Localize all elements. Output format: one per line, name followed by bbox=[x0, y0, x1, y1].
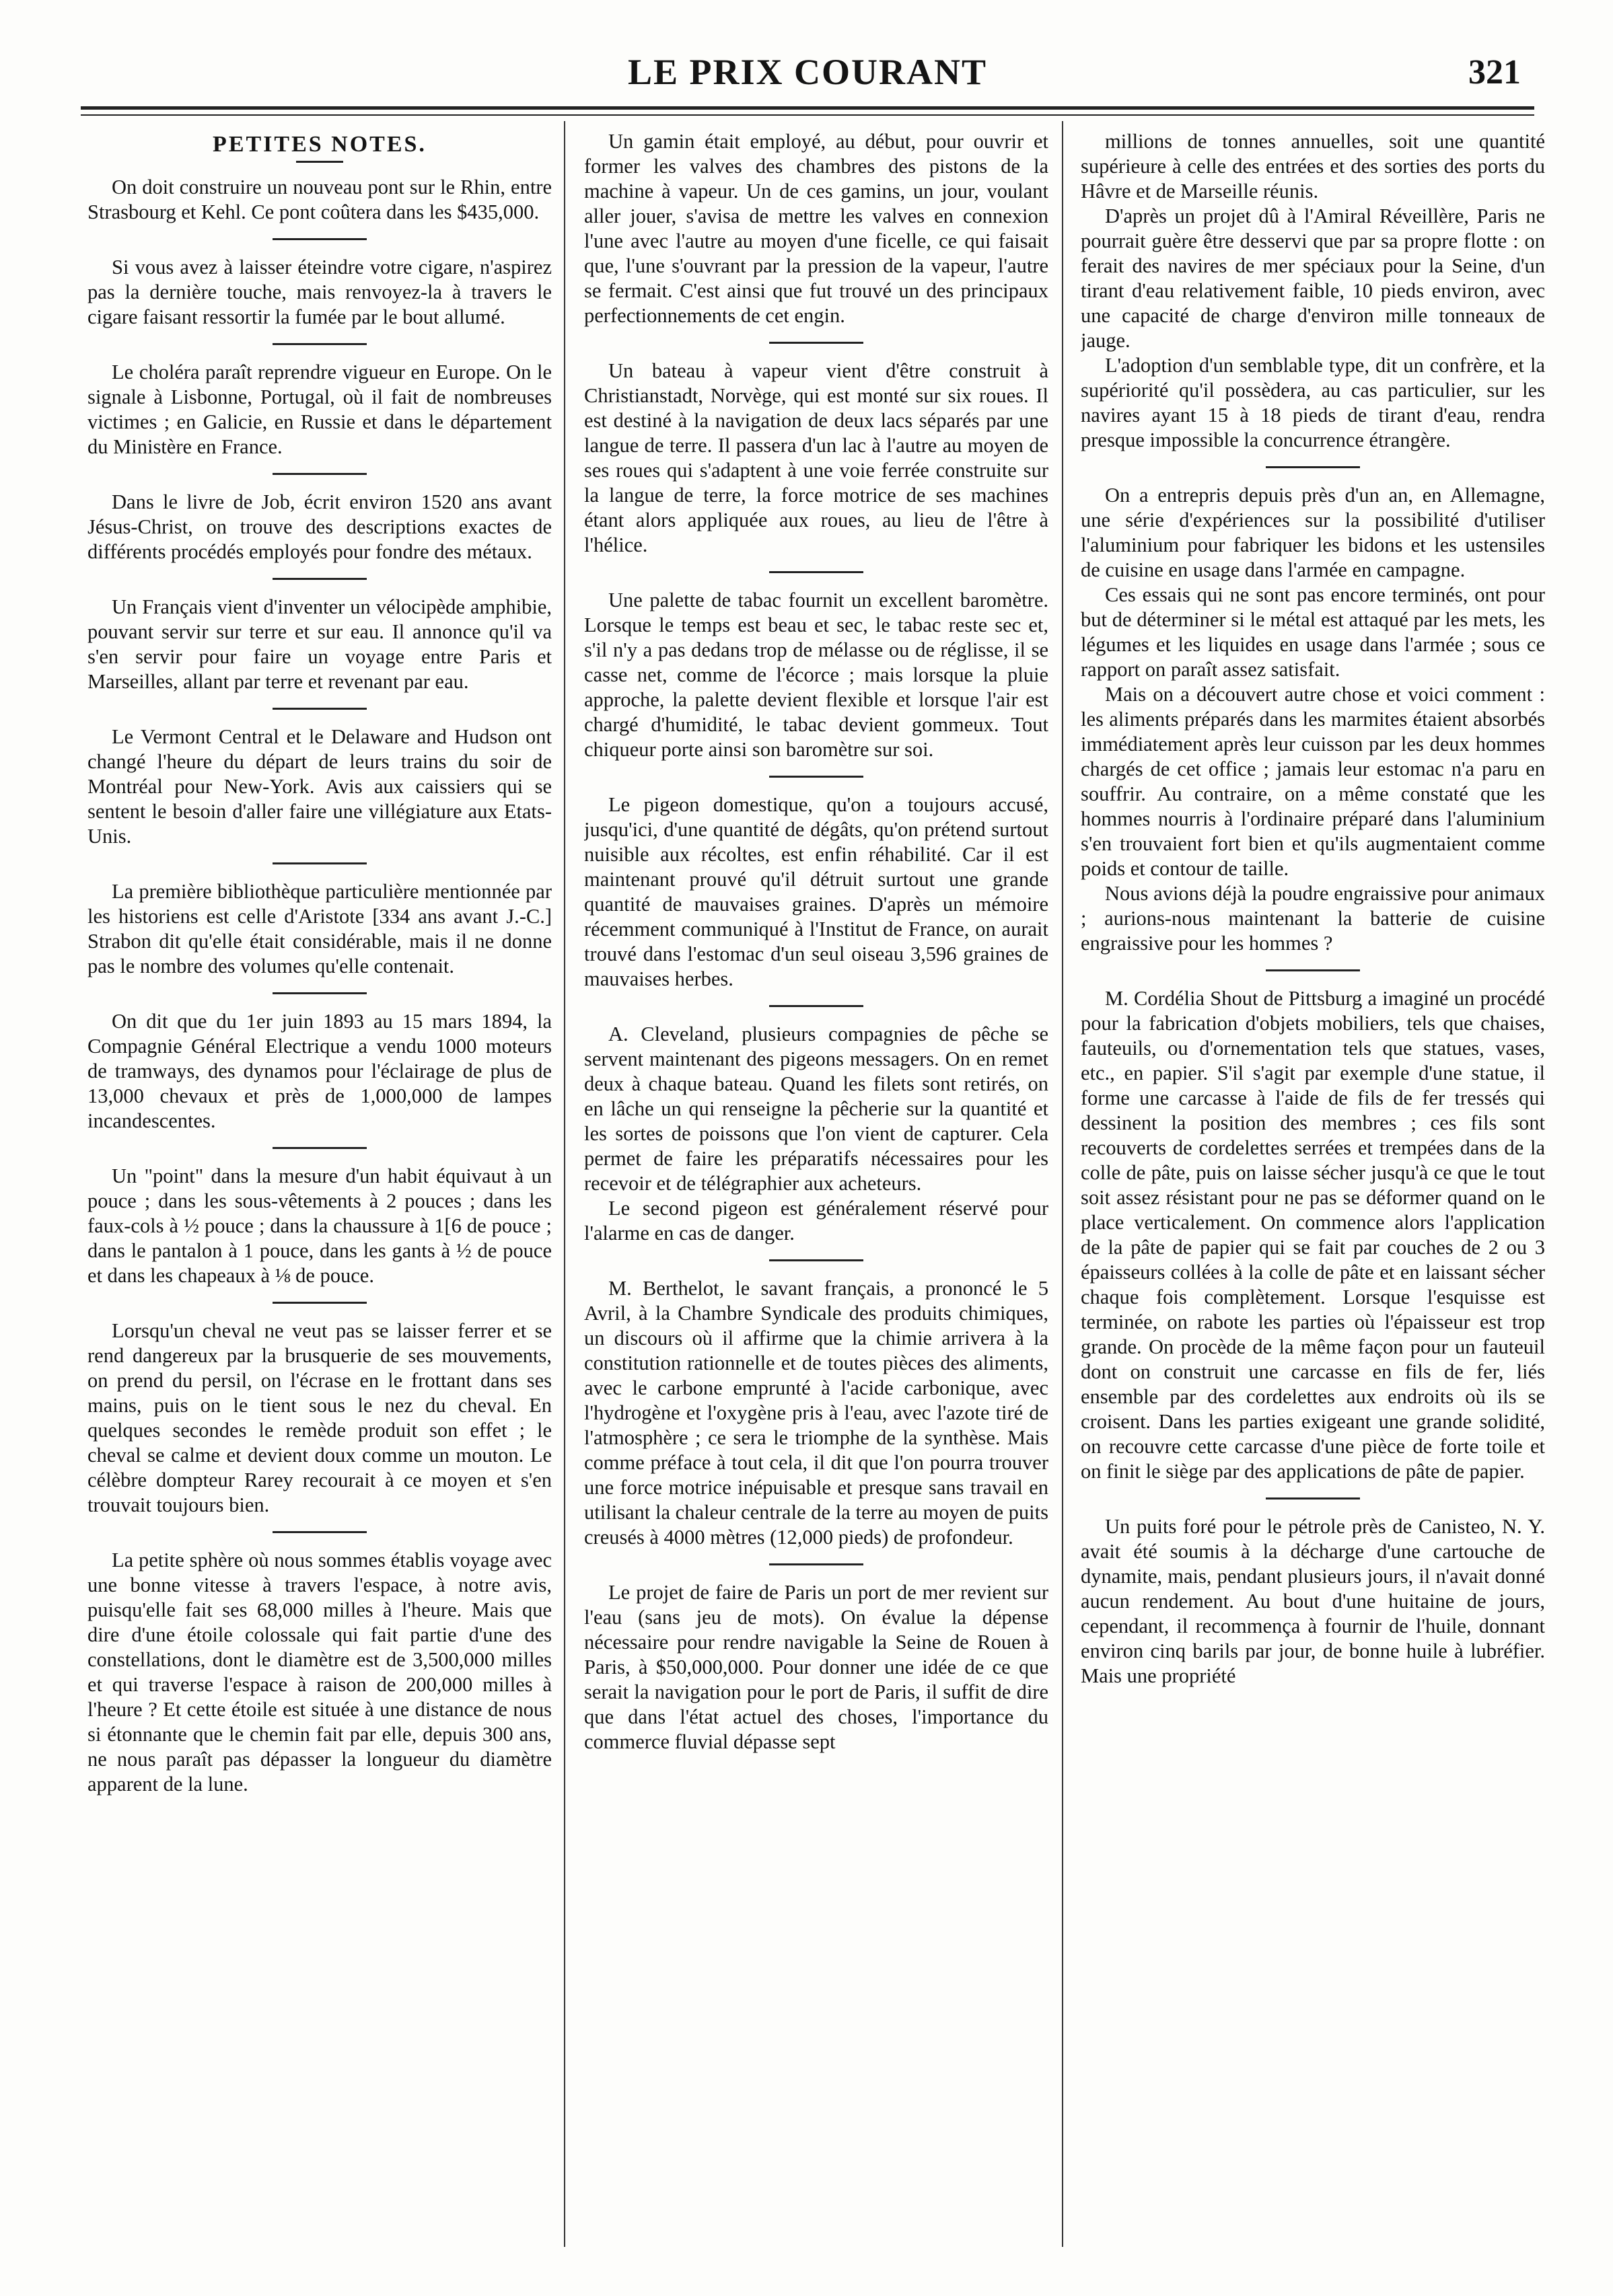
column-2 bbox=[584, 129, 1048, 2242]
paragraph: millions de tonnes annuelles, soit une quantité supérieure à celle des entrées et des sorties des ports du Hâvre et de Marseille réunis. bbox=[1081, 130, 1545, 202]
paragraph: On a entrepris depuis près d'un an, en Allemagne, une série d'expériences sur la possibilité d'utiliser l'aluminium pour fabriquer les bidons et les ustensiles de cuisine en usage dans l'armée en campagne. bbox=[1081, 484, 1545, 581]
item-separator bbox=[273, 578, 367, 580]
item-separator bbox=[769, 1259, 863, 1261]
news-item bbox=[87, 879, 552, 979]
page-header bbox=[81, 46, 1534, 102]
item-separator bbox=[769, 776, 863, 778]
item-separator bbox=[273, 1531, 367, 1533]
item-separator bbox=[273, 992, 367, 994]
item-separator bbox=[1266, 1497, 1360, 1499]
paragraph: Le pigeon domestique, qu'on a toujours accusé, jusqu'ici, d'une quantité de dégâts, qu'on prétend surtout nuisible aux récoltes, est enfin réhabilité. Car il est maintenant prouvé qu'il détruit surtout une grande quantité de mauvaises graines. D'après un mémoire récemment communiqué à l'Institut de France, on aurait trouvé dans l'estomac d'un seul oiseau 3,596 graines de mauvaises herbes. bbox=[584, 793, 1048, 990]
item-separator bbox=[769, 342, 863, 344]
paragraph: Une palette de tabac fournit un excellent baromètre. Lorsque le temps est beau et sec, le tabac reste sec et, s'il n'y a pas dedans trop de mélasse ou de réglisse, il se casse net, comme de l'écorce ; mais lorsque la pluie approche, la palette devient flexible et lorsque l'air est chargé d'humidité, le tabac devient gommeux. Tout chiqueur porte ainsi son baromètre sur soi. bbox=[584, 589, 1048, 761]
news-item bbox=[87, 1548, 552, 1797]
paragraph: Dans le livre de Job, écrit environ 1520 ans avant Jésus-Christ, on trouve des descriptions exactes de différents procédés employés pour fondre des métaux. bbox=[87, 490, 552, 563]
section-heading: PETITES NOTES. bbox=[213, 132, 427, 157]
paragraph: Mais on a découvert autre chose et voici comment : les aliments préparés dans les marmites étaient absorbés immédiatement après leur cuisson par les deux hommes chargés de cet office ; jamais leur estomac n'a paru en souffrir. Au contraire, on a même constaté que les hommes nourris à l'ordinaire préparé dans l'aluminium s'en trouvaient fort bien et qu'ils augmentaient comme poids et contour de taille. bbox=[1081, 683, 1545, 880]
newspaper-title: LE PRIX COURANT bbox=[627, 52, 988, 92]
news-item bbox=[584, 792, 1048, 992]
item-separator bbox=[769, 1005, 863, 1007]
news-item bbox=[584, 129, 1048, 328]
news-item bbox=[584, 1276, 1048, 1550]
news-item bbox=[1081, 986, 1545, 1484]
paragraph: Un puits foré pour le pétrole près de Canisteo, N. Y. avait été soumis à la décharge d'une cartouche de dynamite, mais, pendant plusieurs jours, il n'avait donné aucun rendement. Au bout d'une huitaine de jours, cependant, il recommença à fournir de l'huile, donnant environ cinq barils par jour, de bonne huile à lubréfier. Mais une propriété bbox=[1081, 1515, 1545, 1687]
news-item bbox=[1081, 1514, 1545, 1689]
item-separator bbox=[273, 708, 367, 710]
header-rule-thick bbox=[81, 106, 1534, 110]
paragraph: A. Cleveland, plusieurs compagnies de pêche se servent maintenant des pigeons messagers. On en remet deux à chaque bateau. Quand les filets sont retirés, on en lâche un qui renseigne la pêcherie sur la quantité et les sortes de poissons que l'on vient de capturer. Cela permet de faire les préparatifs nécessaires pour les recevoir et de télégraphier aux acheteurs. bbox=[584, 1023, 1048, 1195]
item-separator bbox=[273, 343, 367, 345]
news-item bbox=[1081, 129, 1545, 453]
news-item bbox=[87, 725, 552, 849]
header-rule-thin bbox=[81, 114, 1534, 116]
news-item bbox=[1081, 483, 1545, 956]
paragraph: On dit que du 1er juin 1893 au 15 mars 1894, la Compagnie Général Electrique a vendu 1000 moteurs de tramways, des dynamos pour l'éclairage de plus de 13,000 chevaux et près de 1,000,000 de lampes incandescentes. bbox=[87, 1010, 552, 1132]
news-item bbox=[87, 175, 552, 225]
paragraph: Un bateau à vapeur vient d'être construit à Christianstadt, Norvège, qui est monté sur six roues. Il est destiné à la navigation de deux lacs séparés par une langue de terre. Il passera d'un lac à l'autre au moyen de ses roues qui s'adaptent à une voie ferrée construite sur la langue de terre, la force motrice de ses machines étant alors appliquée aux roues, au lieu de l'être à l'hélice. bbox=[584, 359, 1048, 556]
item-separator bbox=[1266, 466, 1360, 468]
column-3 bbox=[1081, 129, 1545, 2242]
item-separator bbox=[273, 1302, 367, 1304]
item-separator bbox=[273, 1147, 367, 1149]
paragraph: Si vous avez à laisser éteindre votre cigare, n'aspirez pas la dernière touche, mais renvoyez-la à travers le cigare faisant ressortir la fumée par le bout allumé. bbox=[87, 256, 552, 328]
paragraph: Un Français vient d'inventer un vélocipède amphibie, pouvant servir sur terre et sur eau. Il annonce qu'il va s'en servir pour faire un voyage entre Paris et Marseilles, allant par terre et revenant par eau. bbox=[87, 595, 552, 693]
news-item bbox=[87, 1009, 552, 1134]
paragraph: Le Vermont Central et le Delaware and Hudson ont changé l'heure du départ de leurs trains du soir de Montréal pour New-York. Avis aux caissiers qui se sentent le besoin d'aller faire une villégiature aux Etats-Unis. bbox=[87, 725, 552, 848]
item-separator bbox=[273, 473, 367, 475]
column-divider bbox=[1062, 121, 1063, 2247]
news-item bbox=[87, 1164, 552, 1288]
news-item bbox=[584, 1580, 1048, 1754]
paragraph: Nous avions déjà la poudre engraissive pour animaux ; aurions-nous maintenant la batterie de cuisine engraissive pour les hommes ? bbox=[1081, 882, 1545, 955]
paragraph: La petite sphère où nous sommes établis voyage avec une bonne vitesse à travers l'espace, à notre avis, puisqu'elle fait ses 68,000 milles à l'heure. Mais que dire d'une étoile colossale qui fait partie d'une des constellations, dont le diamètre est de 3,500,000 milles et qui traverse l'espace à raison de 200,000 milles à l'heure ? Et cette étoile est située à une distance de nous si étonnante que le chemin fait par elle, depuis 300 ans, ne nous paraît pas dépasser la longueur du diamètre apparent de la lune. bbox=[87, 1549, 552, 1795]
news-item bbox=[584, 359, 1048, 558]
paragraph: M. Berthelot, le savant français, a prononcé le 5 Avril, à la Chambre Syndicale des produits chimiques, un discours où il affirme que la chimie arrivera à la constitution rationnelle et de toutes pièces des aliments, avec le carbone emprunté à l'acide carbonique, avec l'hydrogène et l'oxygène pris à l'eau, avec l'azote tiré de l'atmosphère ; ce sera le triomphe de la synthèse. Mais comme préface à tout cela, il dit que l'on pourra trouver une force motrice inépuisable et presque sans travail en utilisant la chaleur centrale de la terre au moyen de puits creusés à 4000 mètres (12,000 pieds) de profondeur. bbox=[584, 1277, 1048, 1549]
paragraph: Le choléra paraît reprendre vigueur en Europe. On le signale à Lisbonne, Portugal, où il fait de nombreuses victimes ; en Galicie, en Russie et dans le département du Ministère en France. bbox=[87, 361, 552, 458]
paragraph: On doit construire un nouveau pont sur le Rhin, entre Strasbourg et Kehl. Ce pont coûtera dans les $435,000. bbox=[87, 176, 552, 223]
news-item bbox=[87, 490, 552, 564]
heading-rule bbox=[296, 161, 343, 163]
paragraph: M. Cordélia Shout de Pittsburg a imaginé un procédé pour la fabrication d'objets mobiliers, tels que chaises, fauteuils, ou d'ornementation tels que statues, vases, etc., en papier. S'il s'agit par exemple d'une statue, il forme une carcasse à l'aide de fils de fer tressés qui dessinent la position des membres ; ces fils sont recouverts de cordelettes serrées et trempées dans de la colle de pâte, puis on laisse sécher jusqu'à ce que le tout soit assez résistant pour ne pas se déformer quand on le place verticalement. On commence alors l'application de la pâte de papier qui se fait par couches de 2 ou 3 épaisseurs collées à la colle de pâte et en laissant sécher chaque fois complètement. Lorsque l'esquisse est terminée, on rabote les parties où l'épaisseur est trop grande. On procède de la même façon pour un fauteuil dont on construit une carcasse en fils de fer, liés ensemble par des cordelettes aux endroits où ils se croisent. Dans les parties exigeant une grande solidité, on recouvre cette carcasse d'une pièce de forte toile et on finit le siège par des applications de pâte de papier. bbox=[1081, 987, 1545, 1483]
paragraph: Un "point" dans la mesure d'un habit équivaut à un pouce ; dans les sous-vêtements à 2 pouces ; dans les faux-cols à ½ pouce ; dans la chaussure à 1[6 de pouce ; dans le pantalon à 1 pouce, dans les gants à ½ de pouce et dans les chapeaux à ⅛ de pouce. bbox=[87, 1164, 552, 1287]
news-item bbox=[87, 1319, 552, 1518]
paragraph: Un gamin était employé, au début, pour ouvrir et former les valves des chambres des pistons de la machine à vapeur. Un de ces gamins, un jour, voulant aller jouer, s'avisa de mettre les valves en connexion l'une avec l'autre au moyen d'une ficelle, ce qui faisait que, l'une s'ouvrant par la pression de la vapeur, l'autre se fermait. C'est ainsi que fut trouvé un des principaux perfectionnements de cet engin. bbox=[584, 130, 1048, 327]
paragraph: Le second pigeon est généralement réservé pour l'alarme en cas de danger. bbox=[584, 1197, 1048, 1245]
item-separator bbox=[273, 862, 367, 864]
paragraph: Ces essais qui ne sont pas encore terminés, ont pour but de déterminer si le métal est attaqué par les mets, les légumes et les liquides en usage dans l'armée ; sous ce rapport on paraît assez satisfait. bbox=[1081, 583, 1545, 681]
item-separator bbox=[769, 571, 863, 573]
item-separator bbox=[1266, 969, 1360, 971]
column-divider bbox=[564, 121, 565, 2247]
paragraph: La première bibliothèque particulière mentionnée par les historiens est celle d'Aristote [334 ans avant J.-C.] Strabon dit qu'elle était considérable, mais il ne donne pas le nombre des volumes qu'elle contenait. bbox=[87, 880, 552, 977]
page-number: 321 bbox=[1468, 53, 1521, 91]
news-item bbox=[87, 255, 552, 330]
paragraph: L'adoption d'un semblable type, dit un confrère, et la supériorité qu'il possèdera, au cas particulier, sur les navires ayant 15 à 18 pieds de tirant d'eau, rendra presque impossible la concurrence étrangère. bbox=[1081, 354, 1545, 451]
paragraph: D'après un projet dû à l'Amiral Réveillère, Paris ne pourrait guère être desservi que par sa propre flotte : on ferait des navires de mer spéciaux pour la Seine, d'un tirant d'eau relativement faible, 10 pieds environ, avec une capacité de charge d'environ mille tonneaux de jauge. bbox=[1081, 205, 1545, 352]
item-separator bbox=[769, 1563, 863, 1565]
paragraph: Le projet de faire de Paris un port de mer revient sur l'eau (sans jeu de mots). On évalue la dépense nécessaire pour rendre navigable la Seine de Rouen à Paris, à $50,000,000. Pour donner une idée de ce que serait la navigation pour le port de Paris, il suffit de dire que dans l'état actuel des choses, l'importance du commerce fluvial dépasse sept bbox=[584, 1581, 1048, 1753]
news-item bbox=[584, 588, 1048, 762]
news-item bbox=[87, 360, 552, 459]
paragraph: Lorsqu'un cheval ne veut pas se laisser ferrer et se rend dangereux par la brusquerie de ses mouvements, on prend du persil, on l'écrase en le frottant dans ses mains, puis on le tient sous le nez du cheval. En quelques secondes le remède produit son effet ; le cheval se calme et devient doux comme un mouton. Le célèbre dompteur Rarey recourait à ce moyen et s'en trouvait toujours bien. bbox=[87, 1319, 552, 1516]
item-separator bbox=[273, 238, 367, 240]
news-item bbox=[87, 595, 552, 694]
column-1 bbox=[87, 129, 552, 2242]
news-item bbox=[584, 1022, 1048, 1246]
